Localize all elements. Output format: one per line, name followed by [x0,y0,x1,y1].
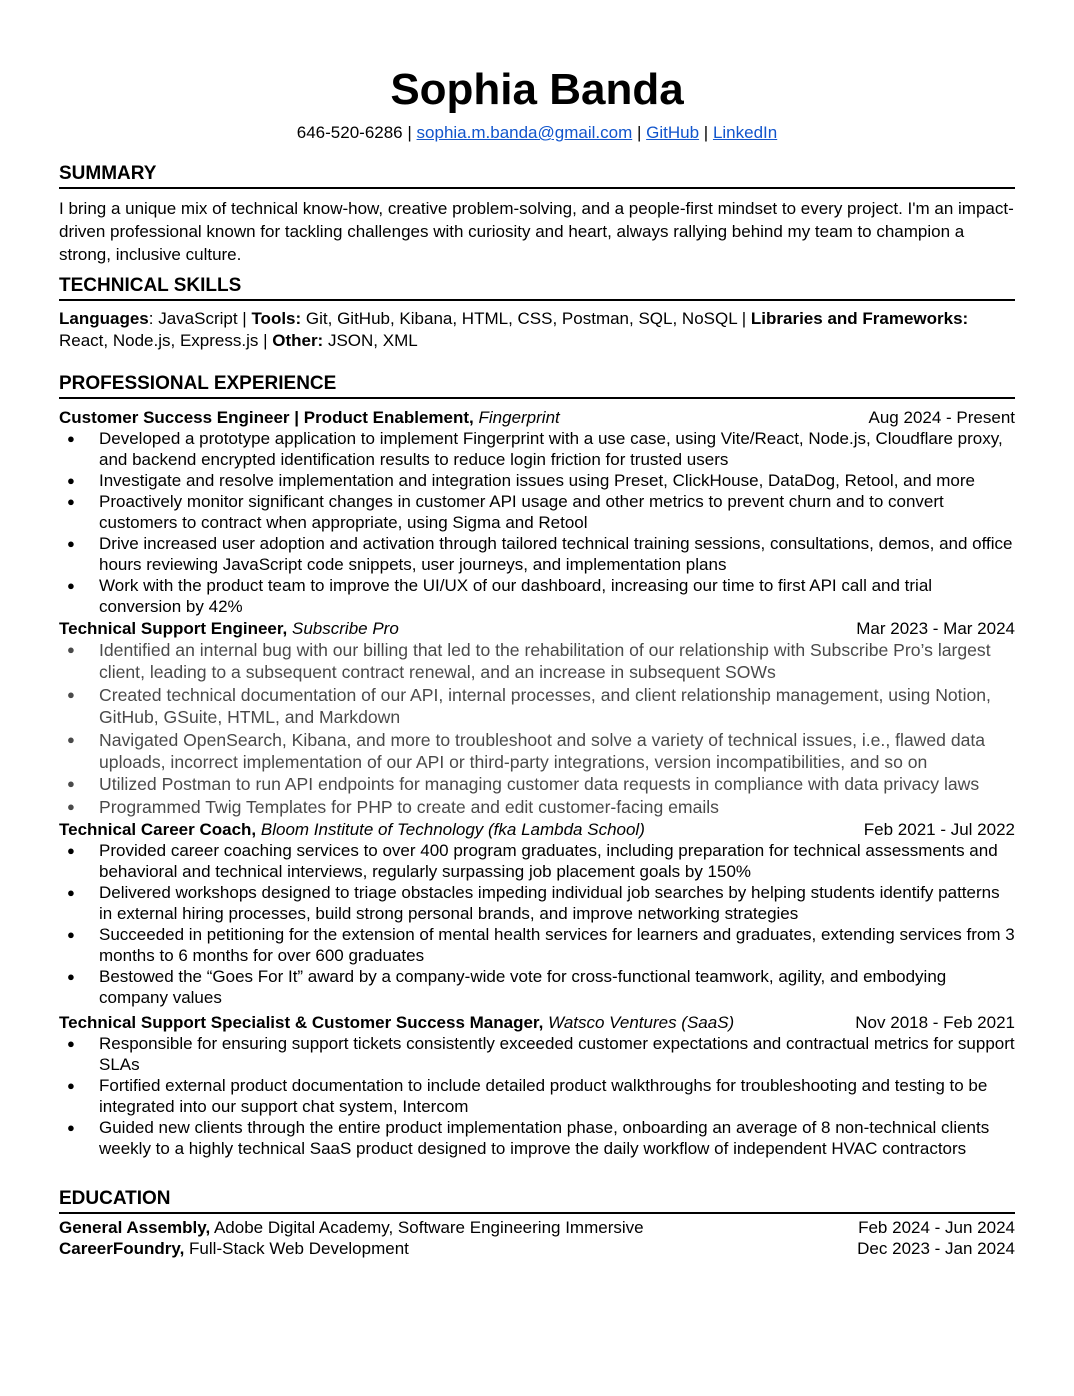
job-bullets [59,428,1015,617]
bullet-item: ● Created technical documentation of our API, internal processes, and client relationship management, using Notion, GitHub, GSuite, HTML, and Markdown [59,684,1015,729]
bullet-item: ● Work with the product team to improve the UI/UX of our dashboard, increasing our time to first API call and trial conversion by 42% [59,575,1015,617]
other-label: Other: [272,331,324,350]
bullet-item: ● Investigate and resolve implementation and integration issues using Preset, ClickHouse, DataDog, Retool, and more [59,470,1015,491]
bullet-item: ● Proactively monitor significant changes in customer API usage and other metrics to prevent churn and to convert customers to contract when appropriate, using Sigma and Retool [59,491,1015,533]
bullet-item: ● Bestowed the “Goes For It” award by a company-wide vote for cross-functional teamwork, agility, and embodying company values [59,966,1015,1008]
bullet-item: ● Delivered workshops designed to triage obstacles impeding individual job searches by helping students identify patterns in external hiring processes, build strong personal brands, and improve networking strategies [59,882,1015,924]
job-entry [59,618,1015,818]
job-bullets [59,840,1015,1008]
school-name: CareerFoundry, [59,1239,185,1259]
bullet-item: ● Utilized Postman to run API endpoints for managing customer data requests in compliance with data privacy laws [59,773,1015,795]
education-row [59,1217,1015,1238]
job-header [59,618,1015,639]
education-list [59,1217,1015,1259]
skills-text [59,308,1015,352]
separator: | [703,123,709,142]
job-entry [59,819,1015,1008]
job-bullets [59,639,1015,818]
languages-value: : JavaScript | [148,309,252,328]
job-dates: Aug 2024 - Present [868,408,1015,427]
bullet-item: ● Navigated OpenSearch, Kibana, and more to troubleshoot and solve a variety of technical issues, i.e., flawed data uploads, incorrect implementation of our API or third-party integrations, version incompatibilities, and so on [59,729,1015,774]
bullet-item: ● Drive increased user adoption and activation through tailored technical training sessions, consultations, demos, and office hours reviewing JavaScript code snippets, user journeys, and implementation plans [59,533,1015,575]
program-name: Adobe Digital Academy, Software Engineering Immersive [210,1218,644,1238]
bullet-item: ● Fortified external product documentation to include detailed product walkthroughs for troubleshooting and testing to be integrated into our support chat system, Intercom [59,1075,1015,1117]
summary-heading: SUMMARY [59,162,1015,189]
job-company: Bloom Institute of Technology (fka Lambda School) [260,820,645,840]
job-role: Technical Support Specialist & Customer Success Manager, [59,1013,544,1033]
separator: | [407,123,412,142]
candidate-name: Sophia Banda [390,65,684,114]
bullet-item: ● Developed a prototype application to implement Fingerprint with a use case, using Vite/React, Node.js, Cloudflare proxy, and backend encrypted identification results to reduce login friction for trusted users [59,428,1015,470]
summary-text: I bring a unique mix of technical know-how, creative problem-solving, and a people-first mindset to every project. I'm an impact-driven professional known for tackling challenges with curiosity and heart, always rallying behind my team to champion a strong, inclusive culture. [59,199,1014,264]
job-company: Subscribe Pro [292,619,399,638]
bullet-item: ● Programmed Twig Templates for PHP to create and edit customer-facing emails [59,796,1015,818]
job-dates: Feb 2021 - Jul 2022 [863,820,1015,840]
libraries-label: Libraries and Frameworks: [750,309,969,328]
tools-value: Git, GitHub, Kibana, HTML, CSS, Postman, SQL, NoSQL | [301,309,751,328]
linkedin-link[interactable]: LinkedIn [712,123,778,142]
education-dates: Dec 2023 - Jan 2024 [857,1239,1015,1259]
bullet-item: ● Provided career coaching services to over 400 program graduates, including preparation for technical assessments and behavioral and technical interviews, regularly surpassing job placement goals by 150% [59,840,1015,882]
contact-line [59,122,1015,144]
languages-label: Languages [59,309,149,328]
bullet-item: ● Succeeded in petitioning for the extension of mental health services for learners and graduates, extending services from 3 months to 6 months for over 600 graduates [59,924,1015,966]
job-dates: Mar 2023 - Mar 2024 [856,619,1015,638]
job-company: Fingerprint [478,408,560,427]
libraries-value: React, Node.js, Express.js | [59,331,273,350]
tools-label: Tools: [251,309,302,328]
phone-number: 646-520-6286 [296,123,403,142]
separator: | [636,123,642,142]
job-role: Customer Success Engineer | Product Enablement, [59,408,474,427]
job-bullets [59,1033,1015,1159]
job-role: Technical Career Coach, [59,820,257,840]
bullet-item: ● Identified an internal bug with our billing that led to the rehabilitation of our relationship with Subscribe Pro’s largest client, leading to a subsequent contract renewal, and an increase in subsequent SOWs [59,639,1015,684]
job-role: Technical Support Engineer, [59,619,288,638]
skills-heading: TECHNICAL SKILLS [59,274,1015,301]
school-name: General Assembly, [59,1218,211,1238]
education-row [59,1238,1015,1259]
program-name: Full-Stack Web Development [184,1239,409,1259]
job-dates: Nov 2018 - Feb 2021 [855,1013,1015,1033]
job-company: Watsco Ventures (SaaS) [548,1013,735,1033]
bullet-item: ● Guided new clients through the entire product implementation phase, onboarding an average of 8 non-technical clients weekly to a highly technical SaaS product designed to improve the daily workflow of independent HVAC contractors [59,1117,1015,1159]
email-link[interactable]: sophia.m.banda@gmail.com [416,123,633,142]
bullet-item: ● Responsible for ensuring support tickets consistently exceeded customer expectations and contractual metrics for support SLAs [59,1033,1015,1075]
job-entry [59,1012,1015,1159]
job-header [59,1012,1015,1033]
github-link[interactable]: GitHub [646,123,700,142]
job-header [59,407,1015,428]
other-value: JSON, XML [323,331,418,350]
education-dates: Feb 2024 - Jun 2024 [858,1218,1015,1238]
education-heading: EDUCATION [59,1187,1015,1214]
job-header [59,819,1015,840]
experience-heading: PROFESSIONAL EXPERIENCE [59,372,1015,399]
job-entry [59,407,1015,617]
